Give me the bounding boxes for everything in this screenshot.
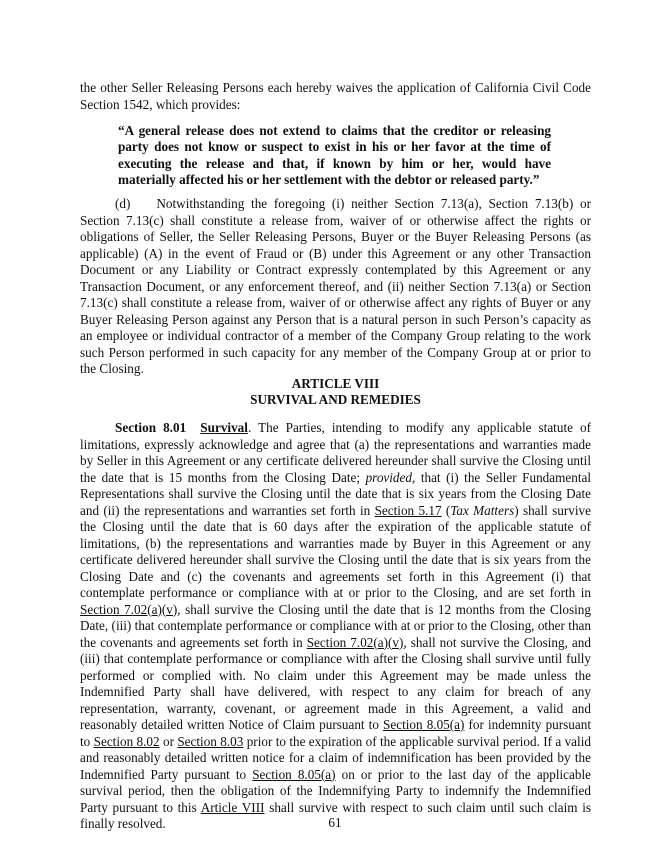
provided-term: provided bbox=[365, 469, 412, 485]
section-text: for indemnity pursuant to bbox=[80, 717, 591, 749]
paragraph-d-label: (d) bbox=[115, 196, 131, 211]
section-text: or bbox=[159, 733, 178, 749]
section-text: , that (i) the Seller Fundamental Representations shall survive the Closing until the date that is six years from the Closing Date and (ii) the representations and warranties set forth in bbox=[80, 469, 591, 518]
section-text: . The Parties, intending to modify any applicable statute of limitations, expressly acknowledge and agree that (a) the representations and warranties made by Seller in this Agreement or any certificate delivered hereunder shall survive the Closing until the date that is 15 months from the Closing Date; bbox=[80, 420, 592, 485]
paragraph-d bbox=[80, 196, 591, 378]
cross-reference: Section 7.02(a)(v) bbox=[80, 601, 178, 617]
section-text: prior to the expiration of the applicable survival period. If a valid and reasonably detailed written notice for a claim of indemnification has been provided by the Indemnified Party pursuant to bbox=[80, 733, 591, 782]
section-text: ) shall survive the Closing until the date that is 60 days after the expiration of the applicable statute of limitations, (b) the representations and warranties made by Buyer in this Agreement or any certificate delivered hereunder shall survive the Closing until the date that is six years from the Closing Date and (c) the covenants and agreements set forth in this Agreement (i) that contemplate performance or compliance with at or prior to the Closing, and are set forth in bbox=[80, 502, 592, 600]
cross-reference: Section 5.17 bbox=[374, 502, 442, 518]
page-number: 61 bbox=[328, 815, 342, 830]
cross-reference: Section 8.05(a) bbox=[252, 766, 336, 782]
section-8-01-label: Section 8.01 bbox=[115, 420, 187, 435]
section-8-01 bbox=[80, 420, 591, 833]
quoted-civil-code-1542: “A general release does not extend to claims that the creditor or releasing party does not know or suspect to exist in his or her favor at the time of executing the release and that, if known by him or her, would have materially affected his or her settlement with the debtor or released party.” bbox=[118, 123, 551, 188]
section-text: , shall not survive the Closing, and (iii) that contemplate performance or compliance with after the Closing shall survive until fully performed or complied with. No claim under this Agreement may be made unless the Indemnified Party shall have delivered, with respect to any claim for breach of any representation, warranty, covenant, or agreement made in this Agreement, a valid and reasonably detailed written Notice of Claim pursuant to bbox=[80, 634, 591, 732]
cross-reference: Section 8.03 bbox=[177, 733, 244, 749]
section-text: ( bbox=[441, 502, 451, 518]
article-title: SURVIVAL AND REMEDIES bbox=[250, 392, 421, 407]
cross-reference: Section 7.02(a)(v) bbox=[306, 634, 404, 650]
section-text: on or prior to the last day of the applicable survival period, then the obligation of the Indemnifying Party to indemnify the Indemnified Party pursuant to this bbox=[80, 766, 591, 815]
cross-reference: Article VIII bbox=[200, 799, 265, 815]
section-text: , shall survive the Closing until the date that is 12 months from the Closing Date, (iii) that contemplate performance or compliance with at or prior to the Closing, other than the covenants and agreements set forth in bbox=[80, 601, 591, 650]
article-number: ARTICLE VIII bbox=[291, 376, 380, 391]
paragraph-waiver-intro: the other Seller Releasing Persons each hereby waives the application of California Civil Code Section 1542, which provides: bbox=[80, 80, 591, 112]
cross-reference: Section 8.05(a) bbox=[383, 717, 465, 732]
paragraph-d-text: Notwithstanding the foregoing (i) neither Section 7.13(a), Section 7.13(b) or Section 7.13(c) shall constitute a release from, waiver of or otherwise affect the rights or obligations of Seller, the Seller Releasing Persons, Buyer or the Buyer Releasing Persons (as applicable) (A) in the event of Fraud or (B) under this Agreement or any other Transaction Document or any Liability or Contract expressly contemplated by this Agreement or any Transaction Document, or any enforcement thereof, and (ii) neither Section 7.13(a) or Section 7.13(c) shall constitute a release from, waiver of or otherwise affect any rights of Buyer or any Buyer Releasing Person against any Person that is a natural person in such Person’s capacity as an employee or individual contractor of a member of the Company Group relating to the work such Person performed in such capacity for any member of the Company Group at or prior to the Closing. bbox=[80, 196, 591, 376]
cross-reference: Section 8.02 bbox=[93, 733, 160, 749]
section-8-01-heading: Survival bbox=[200, 420, 248, 435]
tax-matters-term: Tax Matters bbox=[450, 502, 515, 518]
section-text: shall survive with respect to such claim until such claim is finally resolved. bbox=[80, 799, 591, 831]
